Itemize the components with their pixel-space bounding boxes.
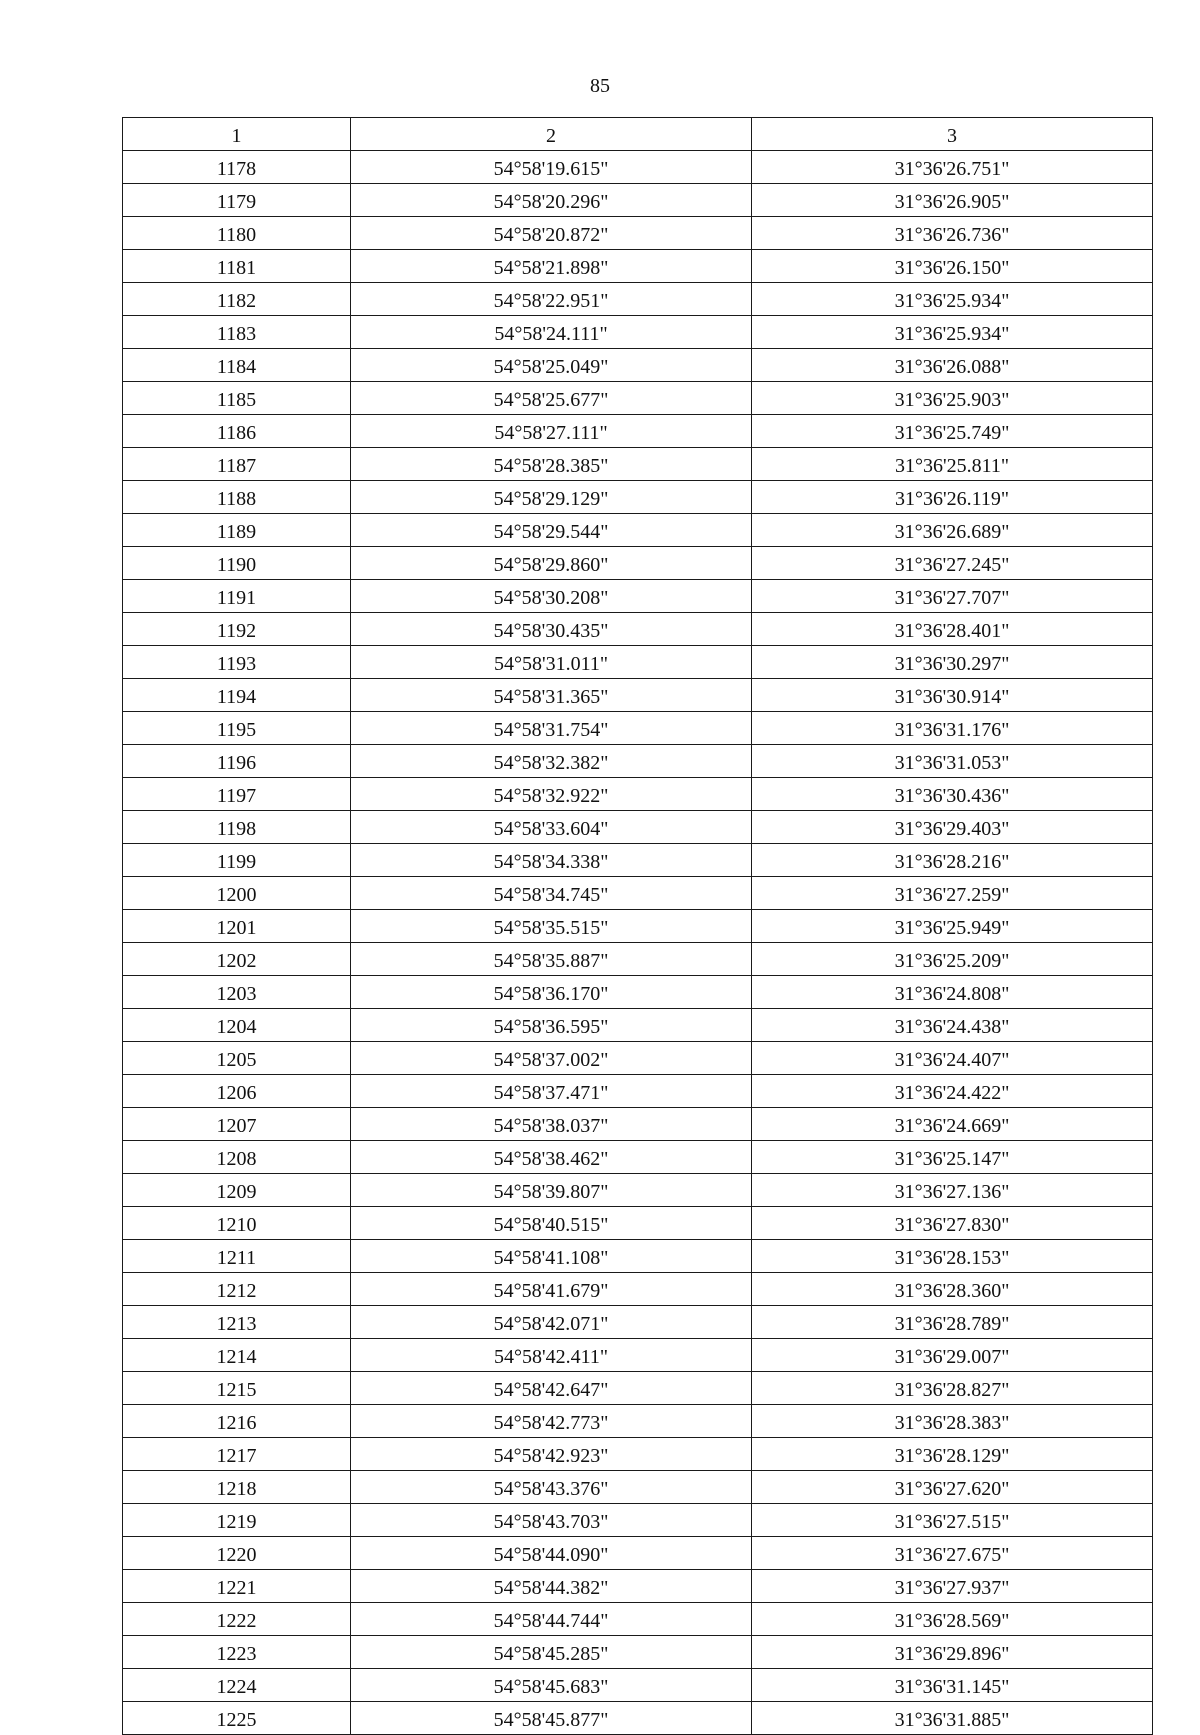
cell-point-number: 1184 — [123, 349, 351, 382]
cell-point-number: 1217 — [123, 1438, 351, 1471]
table-row — [123, 514, 1153, 547]
cell-longitude: 31°36'24.422" — [752, 1075, 1153, 1108]
cell-longitude: 31°36'26.689" — [752, 514, 1153, 547]
cell-longitude: 31°36'25.147" — [752, 1141, 1153, 1174]
cell-point-number: 1211 — [123, 1240, 351, 1273]
cell-latitude: 54°58'24.111" — [351, 316, 752, 349]
cell-longitude: 31°36'28.569" — [752, 1603, 1153, 1636]
table-row — [123, 184, 1153, 217]
cell-point-number: 1206 — [123, 1075, 351, 1108]
cell-longitude: 31°36'28.789" — [752, 1306, 1153, 1339]
table-row — [123, 1504, 1153, 1537]
table-row — [123, 415, 1153, 448]
cell-longitude: 31°36'27.515" — [752, 1504, 1153, 1537]
cell-longitude: 31°36'29.403" — [752, 811, 1153, 844]
cell-longitude: 31°36'28.360" — [752, 1273, 1153, 1306]
cell-longitude: 31°36'26.736" — [752, 217, 1153, 250]
cell-longitude: 31°36'26.905" — [752, 184, 1153, 217]
cell-point-number: 1205 — [123, 1042, 351, 1075]
table-row — [123, 1702, 1153, 1735]
cell-latitude: 54°58'35.887" — [351, 943, 752, 976]
table-row — [123, 613, 1153, 646]
cell-longitude: 31°36'25.903" — [752, 382, 1153, 415]
cell-longitude: 31°36'30.914" — [752, 679, 1153, 712]
cell-latitude: 54°58'33.604" — [351, 811, 752, 844]
cell-latitude: 54°58'43.376" — [351, 1471, 752, 1504]
table-row — [123, 250, 1153, 283]
table-row — [123, 349, 1153, 382]
cell-latitude: 54°58'42.647" — [351, 1372, 752, 1405]
table-row — [123, 1207, 1153, 1240]
cell-longitude: 31°36'25.749" — [752, 415, 1153, 448]
table-row — [123, 1570, 1153, 1603]
header-row — [123, 118, 1153, 151]
cell-longitude: 31°36'30.297" — [752, 646, 1153, 679]
cell-latitude: 54°58'35.515" — [351, 910, 752, 943]
table-row — [123, 976, 1153, 1009]
cell-longitude: 31°36'29.896" — [752, 1636, 1153, 1669]
cell-longitude: 31°36'27.620" — [752, 1471, 1153, 1504]
cell-point-number: 1215 — [123, 1372, 351, 1405]
cell-point-number: 1208 — [123, 1141, 351, 1174]
cell-latitude: 54°58'32.922" — [351, 778, 752, 811]
table-row — [123, 1141, 1153, 1174]
cell-point-number: 1201 — [123, 910, 351, 943]
table-row — [123, 943, 1153, 976]
cell-point-number: 1179 — [123, 184, 351, 217]
cell-latitude: 54°58'37.002" — [351, 1042, 752, 1075]
cell-longitude: 31°36'28.401" — [752, 613, 1153, 646]
table-row — [123, 1669, 1153, 1702]
cell-point-number: 1210 — [123, 1207, 351, 1240]
cell-longitude: 31°36'26.751" — [752, 151, 1153, 184]
table-row — [123, 1075, 1153, 1108]
cell-point-number: 1191 — [123, 580, 351, 613]
cell-longitude: 31°36'24.407" — [752, 1042, 1153, 1075]
table-row — [123, 1174, 1153, 1207]
cell-latitude: 54°58'42.773" — [351, 1405, 752, 1438]
cell-latitude: 54°58'40.515" — [351, 1207, 752, 1240]
cell-longitude: 31°36'27.259" — [752, 877, 1153, 910]
table-row — [123, 580, 1153, 613]
cell-point-number: 1225 — [123, 1702, 351, 1735]
cell-latitude: 54°58'42.071" — [351, 1306, 752, 1339]
cell-latitude: 54°58'27.111" — [351, 415, 752, 448]
cell-latitude: 54°58'20.296" — [351, 184, 752, 217]
cell-point-number: 1218 — [123, 1471, 351, 1504]
cell-point-number: 1196 — [123, 745, 351, 778]
cell-latitude: 54°58'20.872" — [351, 217, 752, 250]
cell-latitude: 54°58'29.544" — [351, 514, 752, 547]
cell-latitude: 54°58'31.011" — [351, 646, 752, 679]
cell-point-number: 1212 — [123, 1273, 351, 1306]
table-row — [123, 283, 1153, 316]
header-cell-point-number: 1 — [123, 118, 351, 151]
table-row — [123, 745, 1153, 778]
table-row — [123, 1273, 1153, 1306]
cell-latitude: 54°58'29.860" — [351, 547, 752, 580]
table-row — [123, 1240, 1153, 1273]
table-row — [123, 910, 1153, 943]
cell-longitude: 31°36'30.436" — [752, 778, 1153, 811]
cell-longitude: 31°36'26.119" — [752, 481, 1153, 514]
cell-latitude: 54°58'45.285" — [351, 1636, 752, 1669]
table-row — [123, 547, 1153, 580]
cell-latitude: 54°58'21.898" — [351, 250, 752, 283]
page-number: 85 — [590, 75, 610, 97]
cell-point-number: 1202 — [123, 943, 351, 976]
cell-point-number: 1216 — [123, 1405, 351, 1438]
cell-latitude: 54°58'34.745" — [351, 877, 752, 910]
cell-point-number: 1199 — [123, 844, 351, 877]
cell-longitude: 31°36'27.707" — [752, 580, 1153, 613]
cell-longitude: 31°36'25.811" — [752, 448, 1153, 481]
table-body — [123, 151, 1153, 1735]
cell-point-number: 1200 — [123, 877, 351, 910]
cell-latitude: 54°58'43.703" — [351, 1504, 752, 1537]
cell-longitude: 31°36'25.949" — [752, 910, 1153, 943]
cell-point-number: 1198 — [123, 811, 351, 844]
cell-longitude: 31°36'28.153" — [752, 1240, 1153, 1273]
cell-longitude: 31°36'25.934" — [752, 316, 1153, 349]
table-row — [123, 811, 1153, 844]
cell-latitude: 54°58'39.807" — [351, 1174, 752, 1207]
table-row — [123, 679, 1153, 712]
cell-point-number: 1204 — [123, 1009, 351, 1042]
cell-point-number: 1181 — [123, 250, 351, 283]
cell-longitude: 31°36'24.669" — [752, 1108, 1153, 1141]
cell-point-number: 1207 — [123, 1108, 351, 1141]
cell-latitude: 54°58'45.683" — [351, 1669, 752, 1702]
table-row — [123, 448, 1153, 481]
cell-latitude: 54°58'44.744" — [351, 1603, 752, 1636]
cell-point-number: 1194 — [123, 679, 351, 712]
cell-latitude: 54°58'25.049" — [351, 349, 752, 382]
table-row — [123, 1042, 1153, 1075]
cell-point-number: 1221 — [123, 1570, 351, 1603]
cell-latitude: 54°58'30.435" — [351, 613, 752, 646]
table-row — [123, 481, 1153, 514]
coordinates-table — [122, 117, 1153, 1735]
cell-point-number: 1224 — [123, 1669, 351, 1702]
cell-point-number: 1188 — [123, 481, 351, 514]
cell-point-number: 1223 — [123, 1636, 351, 1669]
header-cell-longitude: 3 — [752, 118, 1153, 151]
cell-latitude: 54°58'42.411" — [351, 1339, 752, 1372]
cell-latitude: 54°58'41.108" — [351, 1240, 752, 1273]
table-row — [123, 1405, 1153, 1438]
cell-latitude: 54°58'37.471" — [351, 1075, 752, 1108]
cell-latitude: 54°58'42.923" — [351, 1438, 752, 1471]
table-row — [123, 712, 1153, 745]
cell-longitude: 31°36'28.827" — [752, 1372, 1153, 1405]
cell-point-number: 1195 — [123, 712, 351, 745]
cell-latitude: 54°58'32.382" — [351, 745, 752, 778]
cell-latitude: 54°58'25.677" — [351, 382, 752, 415]
table-row — [123, 1009, 1153, 1042]
cell-longitude: 31°36'27.937" — [752, 1570, 1153, 1603]
cell-point-number: 1182 — [123, 283, 351, 316]
cell-point-number: 1203 — [123, 976, 351, 1009]
cell-point-number: 1183 — [123, 316, 351, 349]
table-row — [123, 1306, 1153, 1339]
table-row — [123, 646, 1153, 679]
cell-latitude: 54°58'31.754" — [351, 712, 752, 745]
cell-point-number: 1213 — [123, 1306, 351, 1339]
cell-latitude: 54°58'28.385" — [351, 448, 752, 481]
cell-point-number: 1209 — [123, 1174, 351, 1207]
cell-latitude: 54°58'31.365" — [351, 679, 752, 712]
cell-latitude: 54°58'36.595" — [351, 1009, 752, 1042]
table-row — [123, 1339, 1153, 1372]
cell-point-number: 1189 — [123, 514, 351, 547]
cell-point-number: 1219 — [123, 1504, 351, 1537]
table-row — [123, 1438, 1153, 1471]
table-row — [123, 217, 1153, 250]
cell-longitude: 31°36'25.934" — [752, 283, 1153, 316]
table-header — [123, 118, 1153, 151]
table-row — [123, 1537, 1153, 1570]
cell-latitude: 54°58'29.129" — [351, 481, 752, 514]
cell-point-number: 1180 — [123, 217, 351, 250]
cell-latitude: 54°58'38.462" — [351, 1141, 752, 1174]
cell-longitude: 31°36'31.053" — [752, 745, 1153, 778]
cell-point-number: 1197 — [123, 778, 351, 811]
cell-point-number: 1220 — [123, 1537, 351, 1570]
cell-longitude: 31°36'26.088" — [752, 349, 1153, 382]
cell-point-number: 1214 — [123, 1339, 351, 1372]
cell-longitude: 31°36'24.438" — [752, 1009, 1153, 1042]
cell-longitude: 31°36'27.830" — [752, 1207, 1153, 1240]
cell-latitude: 54°58'45.877" — [351, 1702, 752, 1735]
table-row — [123, 844, 1153, 877]
table-row — [123, 382, 1153, 415]
cell-latitude: 54°58'30.208" — [351, 580, 752, 613]
table-row — [123, 778, 1153, 811]
cell-latitude: 54°58'44.090" — [351, 1537, 752, 1570]
cell-point-number: 1185 — [123, 382, 351, 415]
cell-longitude: 31°36'31.176" — [752, 712, 1153, 745]
cell-point-number: 1186 — [123, 415, 351, 448]
table-row — [123, 1471, 1153, 1504]
cell-longitude: 31°36'26.150" — [752, 250, 1153, 283]
cell-latitude: 54°58'36.170" — [351, 976, 752, 1009]
cell-point-number: 1178 — [123, 151, 351, 184]
cell-latitude: 54°58'19.615" — [351, 151, 752, 184]
cell-longitude: 31°36'28.216" — [752, 844, 1153, 877]
header-cell-latitude: 2 — [351, 118, 752, 151]
cell-point-number: 1222 — [123, 1603, 351, 1636]
table-row — [123, 1108, 1153, 1141]
cell-point-number: 1192 — [123, 613, 351, 646]
table-row — [123, 151, 1153, 184]
cell-longitude: 31°36'24.808" — [752, 976, 1153, 1009]
cell-longitude: 31°36'27.245" — [752, 547, 1153, 580]
cell-longitude: 31°36'29.007" — [752, 1339, 1153, 1372]
cell-latitude: 54°58'41.679" — [351, 1273, 752, 1306]
cell-latitude: 54°58'44.382" — [351, 1570, 752, 1603]
table-row — [123, 877, 1153, 910]
cell-latitude: 54°58'22.951" — [351, 283, 752, 316]
cell-longitude: 31°36'25.209" — [752, 943, 1153, 976]
table-row — [123, 1603, 1153, 1636]
table-row — [123, 1636, 1153, 1669]
cell-longitude: 31°36'27.136" — [752, 1174, 1153, 1207]
cell-latitude: 54°58'38.037" — [351, 1108, 752, 1141]
cell-longitude: 31°36'31.145" — [752, 1669, 1153, 1702]
cell-latitude: 54°58'34.338" — [351, 844, 752, 877]
cell-point-number: 1187 — [123, 448, 351, 481]
cell-longitude: 31°36'28.129" — [752, 1438, 1153, 1471]
cell-point-number: 1193 — [123, 646, 351, 679]
cell-longitude: 31°36'27.675" — [752, 1537, 1153, 1570]
cell-point-number: 1190 — [123, 547, 351, 580]
table-row — [123, 1372, 1153, 1405]
table-row — [123, 316, 1153, 349]
cell-longitude: 31°36'31.885" — [752, 1702, 1153, 1735]
cell-longitude: 31°36'28.383" — [752, 1405, 1153, 1438]
